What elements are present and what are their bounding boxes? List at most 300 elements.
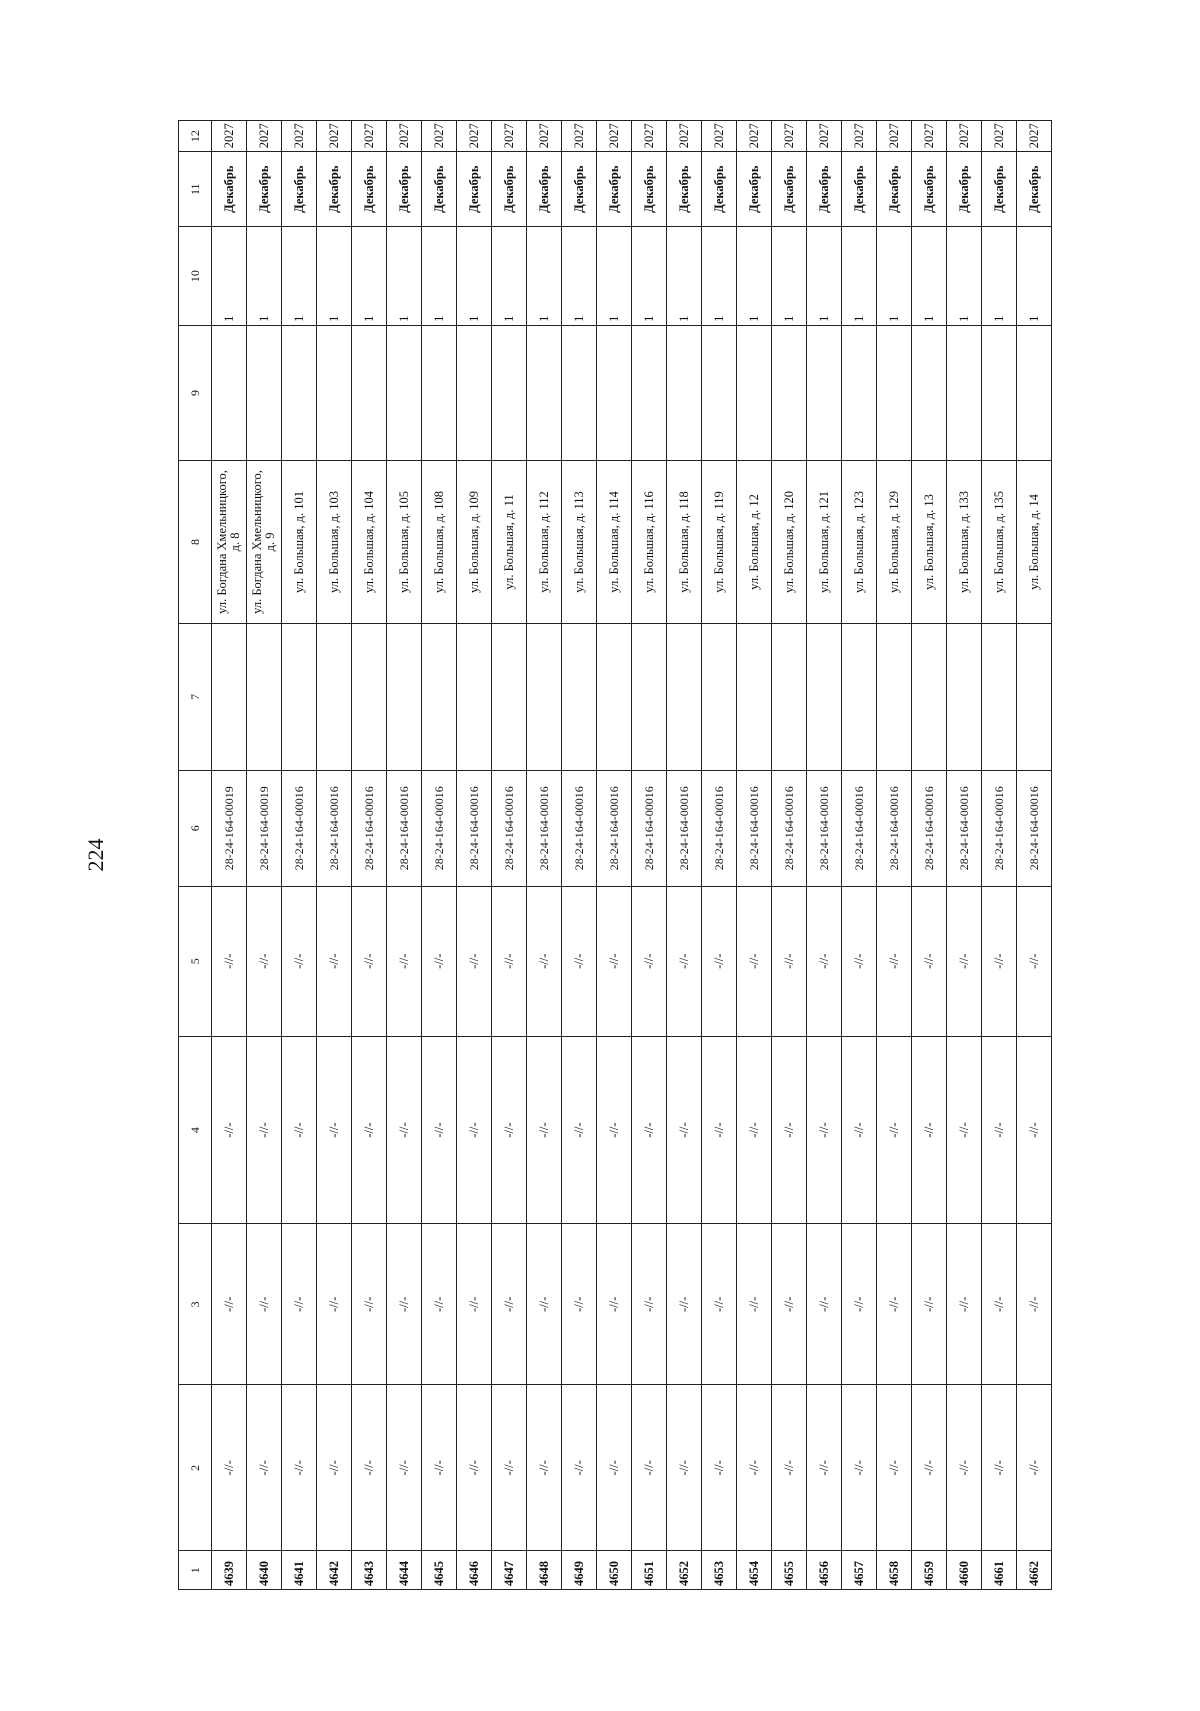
header-row [179, 121, 212, 1590]
quantity: 1 [352, 227, 387, 326]
quantity: 1 [387, 227, 422, 326]
address: ул. Большая, д. 12 [737, 460, 772, 623]
col2-value: -//- [702, 1385, 737, 1551]
address: ул. Большая, д. 109 [457, 460, 492, 623]
col5-value: -//- [667, 886, 702, 1036]
month: Декабрь [877, 152, 912, 227]
row-number: 4646 [457, 1551, 492, 1590]
address: ул. Большая, д. 103 [317, 460, 352, 623]
col3-value: -//- [597, 1224, 632, 1385]
month: Декабрь [982, 152, 1017, 227]
row-number: 4662 [1017, 1551, 1052, 1590]
col7-value [912, 623, 947, 770]
quantity: 1 [702, 227, 737, 326]
address: ул. Большая, д. 118 [667, 460, 702, 623]
col7-value [702, 623, 737, 770]
col9-value [422, 325, 457, 460]
col5-value: -//- [1017, 886, 1052, 1036]
year: 2027 [457, 121, 492, 152]
quantity: 1 [877, 227, 912, 326]
month: Декабрь [492, 152, 527, 227]
col7-value [352, 623, 387, 770]
quantity: 1 [422, 227, 457, 326]
col7-value [247, 623, 282, 770]
cadastral-number: 28-24-164-00016 [667, 770, 702, 886]
col4-value: -//- [702, 1036, 737, 1224]
month: Декабрь [807, 152, 842, 227]
col7-value [562, 623, 597, 770]
col2-value: -//- [842, 1385, 877, 1551]
col3-value: -//- [632, 1224, 667, 1385]
table-row [457, 121, 492, 1590]
row-number: 4643 [352, 1551, 387, 1590]
col4-value: -//- [667, 1036, 702, 1224]
quantity: 1 [912, 227, 947, 326]
cadastral-number: 28-24-164-00016 [982, 770, 1017, 886]
table-row [982, 121, 1017, 1590]
month: Декабрь [947, 152, 982, 227]
col7-value [527, 623, 562, 770]
table-row [492, 121, 527, 1590]
col3-value: -//- [1017, 1224, 1052, 1385]
cadastral-number: 28-24-164-00016 [352, 770, 387, 886]
col4-value: -//- [597, 1036, 632, 1224]
col4-value: -//- [492, 1036, 527, 1224]
col-header-8: 8 [179, 460, 212, 623]
col2-value: -//- [457, 1385, 492, 1551]
col5-value: -//- [247, 886, 282, 1036]
col9-value [982, 325, 1017, 460]
month: Декабрь [282, 152, 317, 227]
col9-value [247, 325, 282, 460]
row-number: 4661 [982, 1551, 1017, 1590]
quantity: 1 [457, 227, 492, 326]
col5-value: -//- [842, 886, 877, 1036]
col4-value: -//- [282, 1036, 317, 1224]
year: 2027 [667, 121, 702, 152]
col5-value: -//- [527, 886, 562, 1036]
row-number: 4656 [807, 1551, 842, 1590]
col3-value: -//- [772, 1224, 807, 1385]
col5-value: -//- [807, 886, 842, 1036]
col7-value [737, 623, 772, 770]
col3-value: -//- [807, 1224, 842, 1385]
col3-value: -//- [527, 1224, 562, 1385]
col3-value: -//- [457, 1224, 492, 1385]
col9-value [387, 325, 422, 460]
col5-value: -//- [387, 886, 422, 1036]
col4-value: -//- [947, 1036, 982, 1224]
col4-value: -//- [527, 1036, 562, 1224]
col9-value [492, 325, 527, 460]
col2-value: -//- [982, 1385, 1017, 1551]
address: ул. Большая, д. 112 [527, 460, 562, 623]
col4-value: -//- [387, 1036, 422, 1224]
col2-value: -//- [247, 1385, 282, 1551]
table-row [842, 121, 877, 1590]
col7-value [212, 623, 247, 770]
cadastral-number: 28-24-164-00016 [282, 770, 317, 886]
col4-value: -//- [352, 1036, 387, 1224]
year: 2027 [632, 121, 667, 152]
table-row [562, 121, 597, 1590]
cadastral-number: 28-24-164-00016 [772, 770, 807, 886]
cadastral-number: 28-24-164-00016 [737, 770, 772, 886]
year: 2027 [702, 121, 737, 152]
col5-value: -//- [877, 886, 912, 1036]
address: ул. Богдана Хмельницкого, д. 8 [212, 460, 247, 623]
row-number: 4655 [772, 1551, 807, 1590]
table-row [422, 121, 457, 1590]
col5-value: -//- [352, 886, 387, 1036]
col2-value: -//- [387, 1385, 422, 1551]
month: Декабрь [842, 152, 877, 227]
col9-value [632, 325, 667, 460]
col2-value: -//- [492, 1385, 527, 1551]
month: Декабрь [912, 152, 947, 227]
col7-value [772, 623, 807, 770]
col4-value: -//- [562, 1036, 597, 1224]
col-header-9: 9 [179, 325, 212, 460]
col4-value: -//- [982, 1036, 1017, 1224]
row-number: 4660 [947, 1551, 982, 1590]
row-number: 4645 [422, 1551, 457, 1590]
col3-value: -//- [352, 1224, 387, 1385]
col4-value: -//- [877, 1036, 912, 1224]
table-row [387, 121, 422, 1590]
row-number: 4652 [667, 1551, 702, 1590]
cadastral-number: 28-24-164-00019 [247, 770, 282, 886]
cadastral-number: 28-24-164-00019 [212, 770, 247, 886]
col7-value [947, 623, 982, 770]
col5-value: -//- [422, 886, 457, 1036]
col3-value: -//- [737, 1224, 772, 1385]
col3-value: -//- [842, 1224, 877, 1385]
row-number: 4649 [562, 1551, 597, 1590]
year: 2027 [772, 121, 807, 152]
address: ул. Большая, д. 104 [352, 460, 387, 623]
cadastral-number: 28-24-164-00016 [387, 770, 422, 886]
col2-value: -//- [282, 1385, 317, 1551]
col-header-4: 4 [179, 1036, 212, 1224]
month: Декабрь [247, 152, 282, 227]
address: ул. Богдана Хмельницкого, д. 9 [247, 460, 282, 623]
col4-value: -//- [632, 1036, 667, 1224]
col3-value: -//- [947, 1224, 982, 1385]
cadastral-number: 28-24-164-00016 [912, 770, 947, 886]
address: ул. Большая, д. 119 [702, 460, 737, 623]
col3-value: -//- [422, 1224, 457, 1385]
cadastral-number: 28-24-164-00016 [1017, 770, 1052, 886]
cadastral-number: 28-24-164-00016 [527, 770, 562, 886]
col9-value [457, 325, 492, 460]
year: 2027 [282, 121, 317, 152]
year: 2027 [807, 121, 842, 152]
table-row [912, 121, 947, 1590]
col2-value: -//- [877, 1385, 912, 1551]
col9-value [1017, 325, 1052, 460]
quantity: 1 [1017, 227, 1052, 326]
col7-value [492, 623, 527, 770]
col9-value [597, 325, 632, 460]
year: 2027 [912, 121, 947, 152]
month: Декабрь [457, 152, 492, 227]
year: 2027 [352, 121, 387, 152]
row-number: 4639 [212, 1551, 247, 1590]
col2-value: -//- [352, 1385, 387, 1551]
address: ул. Большая, д. 123 [842, 460, 877, 623]
col5-value: -//- [632, 886, 667, 1036]
year: 2027 [737, 121, 772, 152]
col7-value [457, 623, 492, 770]
quantity: 1 [562, 227, 597, 326]
month: Декабрь [527, 152, 562, 227]
col4-value: -//- [317, 1036, 352, 1224]
cadastral-number: 28-24-164-00016 [842, 770, 877, 886]
quantity: 1 [212, 227, 247, 326]
col4-value: -//- [1017, 1036, 1052, 1224]
row-number: 4647 [492, 1551, 527, 1590]
year: 2027 [597, 121, 632, 152]
col-header-3: 3 [179, 1224, 212, 1385]
col-header-6: 6 [179, 770, 212, 886]
year: 2027 [317, 121, 352, 152]
month: Декабрь [387, 152, 422, 227]
col9-value [737, 325, 772, 460]
table-body [212, 121, 1052, 1590]
col-header-11: 11 [179, 152, 212, 227]
col7-value [877, 623, 912, 770]
row-number: 4642 [317, 1551, 352, 1590]
address: ул. Большая, д. 108 [422, 460, 457, 623]
row-number: 4640 [247, 1551, 282, 1590]
col-header-1: 1 [179, 1551, 212, 1590]
row-number: 4648 [527, 1551, 562, 1590]
col9-value [947, 325, 982, 460]
month: Декабрь [317, 152, 352, 227]
col2-value: -//- [772, 1385, 807, 1551]
register-table [178, 120, 1052, 1590]
quantity: 1 [597, 227, 632, 326]
quantity: 1 [842, 227, 877, 326]
table-row [1017, 121, 1052, 1590]
col4-value: -//- [457, 1036, 492, 1224]
address: ул. Большая, д. 116 [632, 460, 667, 623]
col5-value: -//- [597, 886, 632, 1036]
month: Декабрь [737, 152, 772, 227]
col-header-5: 5 [179, 886, 212, 1036]
cadastral-number: 28-24-164-00016 [702, 770, 737, 886]
col3-value: -//- [387, 1224, 422, 1385]
col3-value: -//- [912, 1224, 947, 1385]
address: ул. Большая, д. 13 [912, 460, 947, 623]
col9-value [667, 325, 702, 460]
address: ул. Большая, д. 121 [807, 460, 842, 623]
table-row [212, 121, 247, 1590]
year: 2027 [947, 121, 982, 152]
month: Декабрь [632, 152, 667, 227]
col7-value [282, 623, 317, 770]
col2-value: -//- [562, 1385, 597, 1551]
table-row [632, 121, 667, 1590]
row-number: 4644 [387, 1551, 422, 1590]
quantity: 1 [772, 227, 807, 326]
col-header-12: 12 [179, 121, 212, 152]
address: ул. Большая, д. 105 [387, 460, 422, 623]
col5-value: -//- [912, 886, 947, 1036]
col5-value: -//- [947, 886, 982, 1036]
col4-value: -//- [807, 1036, 842, 1224]
quantity: 1 [737, 227, 772, 326]
year: 2027 [492, 121, 527, 152]
col5-value: -//- [982, 886, 1017, 1036]
table-row [667, 121, 702, 1590]
col7-value [317, 623, 352, 770]
col9-value [527, 325, 562, 460]
address: ул. Большая, д. 11 [492, 460, 527, 623]
col4-value: -//- [842, 1036, 877, 1224]
col5-value: -//- [492, 886, 527, 1036]
col3-value: -//- [492, 1224, 527, 1385]
row-number: 4651 [632, 1551, 667, 1590]
table-row [877, 121, 912, 1590]
month: Декабрь [352, 152, 387, 227]
col3-value: -//- [212, 1224, 247, 1385]
quantity: 1 [247, 227, 282, 326]
quantity: 1 [317, 227, 352, 326]
year: 2027 [212, 121, 247, 152]
quantity: 1 [947, 227, 982, 326]
table-row [597, 121, 632, 1590]
col4-value: -//- [912, 1036, 947, 1224]
year: 2027 [877, 121, 912, 152]
table-row [737, 121, 772, 1590]
table-row [527, 121, 562, 1590]
year: 2027 [422, 121, 457, 152]
table-row [352, 121, 387, 1590]
cadastral-number: 28-24-164-00016 [807, 770, 842, 886]
row-number: 4653 [702, 1551, 737, 1590]
col7-value [597, 623, 632, 770]
col7-value [1017, 623, 1052, 770]
col5-value: -//- [457, 886, 492, 1036]
col7-value [632, 623, 667, 770]
table-row [317, 121, 352, 1590]
table-row [947, 121, 982, 1590]
cadastral-number: 28-24-164-00016 [457, 770, 492, 886]
col9-value [702, 325, 737, 460]
col9-value [212, 325, 247, 460]
year: 2027 [527, 121, 562, 152]
address: ул. Большая, д. 101 [282, 460, 317, 623]
table-row [807, 121, 842, 1590]
col3-value: -//- [562, 1224, 597, 1385]
col5-value: -//- [562, 886, 597, 1036]
col5-value: -//- [212, 886, 247, 1036]
quantity: 1 [282, 227, 317, 326]
cadastral-number: 28-24-164-00016 [877, 770, 912, 886]
col7-value [387, 623, 422, 770]
col7-value [422, 623, 457, 770]
col2-value: -//- [667, 1385, 702, 1551]
col-header-10: 10 [179, 227, 212, 326]
col9-value [842, 325, 877, 460]
col2-value: -//- [807, 1385, 842, 1551]
year: 2027 [247, 121, 282, 152]
year: 2027 [1017, 121, 1052, 152]
col2-value: -//- [422, 1385, 457, 1551]
col7-value [982, 623, 1017, 770]
col9-value [807, 325, 842, 460]
col5-value: -//- [772, 886, 807, 1036]
month: Декабрь [1017, 152, 1052, 227]
col9-value [352, 325, 387, 460]
year: 2027 [562, 121, 597, 152]
col2-value: -//- [1017, 1385, 1052, 1551]
register-table-container [178, 120, 1093, 1590]
year: 2027 [842, 121, 877, 152]
address: ул. Большая, д. 14 [1017, 460, 1052, 623]
cadastral-number: 28-24-164-00016 [317, 770, 352, 886]
col2-value: -//- [597, 1385, 632, 1551]
col5-value: -//- [282, 886, 317, 1036]
month: Декабрь [702, 152, 737, 227]
col2-value: -//- [212, 1385, 247, 1551]
row-number: 4659 [912, 1551, 947, 1590]
col4-value: -//- [212, 1036, 247, 1224]
quantity: 1 [632, 227, 667, 326]
year: 2027 [982, 121, 1017, 152]
quantity: 1 [527, 227, 562, 326]
cadastral-number: 28-24-164-00016 [422, 770, 457, 886]
month: Декабрь [422, 152, 457, 227]
col3-value: -//- [282, 1224, 317, 1385]
col9-value [282, 325, 317, 460]
col3-value: -//- [247, 1224, 282, 1385]
row-number: 4658 [877, 1551, 912, 1590]
cadastral-number: 28-24-164-00016 [597, 770, 632, 886]
row-number: 4641 [282, 1551, 317, 1590]
col3-value: -//- [877, 1224, 912, 1385]
address: ул. Большая, д. 114 [597, 460, 632, 623]
col2-value: -//- [632, 1385, 667, 1551]
address: ул. Большая, д. 120 [772, 460, 807, 623]
col-header-7: 7 [179, 623, 212, 770]
col5-value: -//- [737, 886, 772, 1036]
col7-value [667, 623, 702, 770]
col9-value [317, 325, 352, 460]
col3-value: -//- [317, 1224, 352, 1385]
col5-value: -//- [702, 886, 737, 1036]
col4-value: -//- [422, 1036, 457, 1224]
address: ул. Большая, д. 129 [877, 460, 912, 623]
cadastral-number: 28-24-164-00016 [562, 770, 597, 886]
col2-value: -//- [947, 1385, 982, 1551]
year: 2027 [387, 121, 422, 152]
page-number: 224 [83, 838, 108, 872]
quantity: 1 [807, 227, 842, 326]
col4-value: -//- [737, 1036, 772, 1224]
col7-value [842, 623, 877, 770]
col-header-2: 2 [179, 1385, 212, 1551]
col7-value [807, 623, 842, 770]
col9-value [912, 325, 947, 460]
col2-value: -//- [737, 1385, 772, 1551]
month: Декабрь [597, 152, 632, 227]
table-row [702, 121, 737, 1590]
table-row [772, 121, 807, 1590]
col2-value: -//- [912, 1385, 947, 1551]
